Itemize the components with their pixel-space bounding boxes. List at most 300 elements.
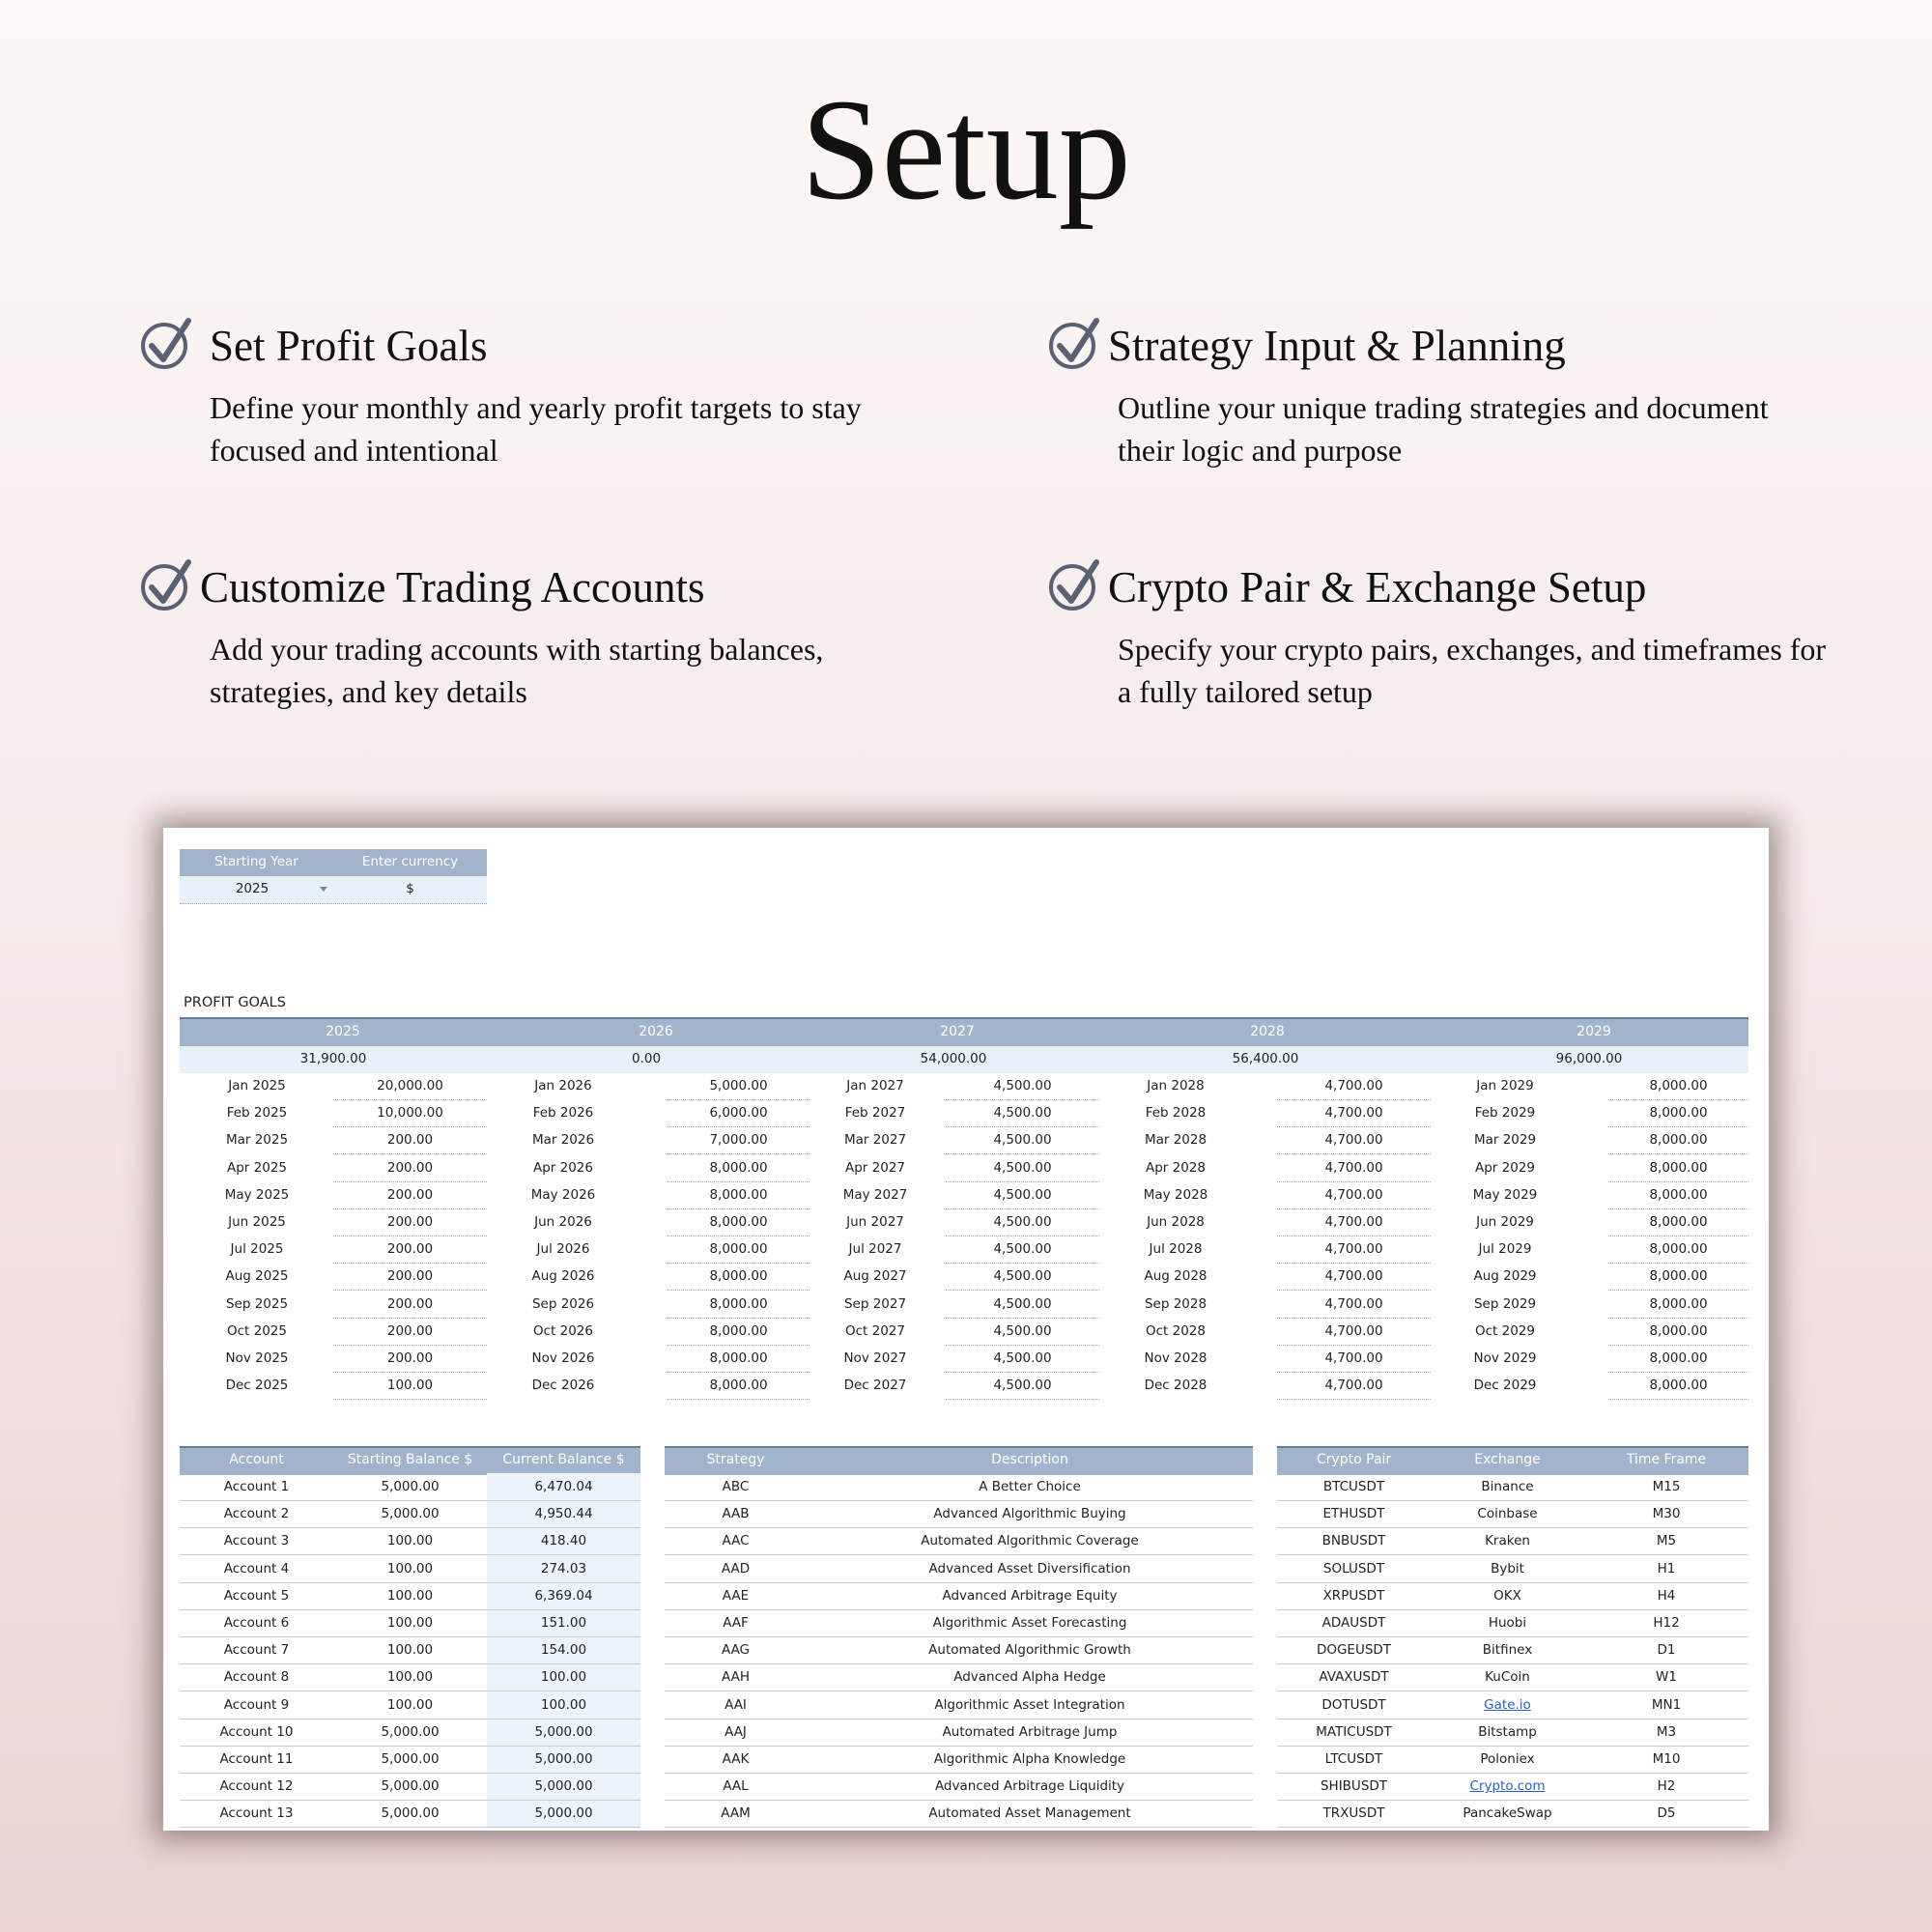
table-cell[interactable]: 5,000.00: [381, 1479, 440, 1494]
exchange-cell[interactable]: Poloniex: [1480, 1751, 1535, 1767]
table-cell[interactable]: 100.00: [540, 1696, 587, 1713]
month-goal-value[interactable]: 4,500.00: [993, 1105, 1052, 1122]
month-goal-value[interactable]: 8,000.00: [1649, 1078, 1708, 1094]
table-cell: SOLUSDT: [1322, 1560, 1385, 1577]
cell-underline: [333, 1099, 487, 1100]
table-cell[interactable]: Advanced Alpha Hedge: [953, 1669, 1106, 1686]
table-cell[interactable]: 100.00: [386, 1615, 434, 1631]
table-cell: Account 8: [223, 1669, 290, 1686]
month-label: Oct 2028: [1146, 1322, 1206, 1339]
column-header: Account: [229, 1452, 284, 1467]
cell-underline: [1277, 1153, 1431, 1154]
year-header: 2026: [639, 1024, 673, 1039]
table-cell[interactable]: 5,000.00: [534, 1751, 593, 1767]
cell-underline: [1608, 1181, 1748, 1182]
exchange-cell[interactable]: Binance: [1481, 1479, 1534, 1494]
month-goal-value[interactable]: 8,000.00: [709, 1295, 768, 1312]
table-cell[interactable]: Automated Algorithmic Coverage: [921, 1533, 1139, 1549]
row-divider: [180, 1800, 640, 1801]
month-goal-value[interactable]: 4,700.00: [1324, 1186, 1383, 1203]
month-label: Feb 2028: [1145, 1105, 1207, 1122]
table-cell: Account 6: [223, 1615, 290, 1631]
table-cell[interactable]: H4: [1657, 1587, 1676, 1604]
month-goal-value[interactable]: 8,000.00: [709, 1350, 768, 1366]
table-cell: ETHUSDT: [1322, 1506, 1385, 1522]
table-cell[interactable]: Advanced Arbitrage Equity: [942, 1587, 1118, 1604]
month-goal-value[interactable]: 4,700.00: [1324, 1159, 1383, 1176]
month-goal-value[interactable]: 5,000.00: [709, 1078, 768, 1094]
month-label: Nov 2028: [1144, 1350, 1208, 1366]
year-header: 2025: [326, 1024, 360, 1039]
month-goal-value[interactable]: 8,000.00: [709, 1186, 768, 1203]
cell-underline: [668, 1263, 810, 1264]
cell-underline: [946, 1153, 1099, 1154]
month-label: May 2028: [1143, 1186, 1208, 1203]
column-header: Exchange: [1474, 1452, 1541, 1467]
month-goal-value[interactable]: 8,000.00: [1649, 1268, 1708, 1285]
table-cell[interactable]: Automated Asset Management: [928, 1805, 1131, 1822]
month-goal-value[interactable]: 200.00: [386, 1214, 434, 1230]
month-label: Nov 2026: [531, 1350, 595, 1366]
month-label: Mar 2025: [225, 1132, 289, 1149]
year-total: 96,000.00: [1555, 1051, 1623, 1066]
table-cell[interactable]: 5,000.00: [534, 1805, 593, 1822]
month-label: Jun 2028: [1147, 1214, 1205, 1230]
month-goal-value[interactable]: 10,000.00: [377, 1105, 443, 1122]
month-label: Jul 2025: [230, 1241, 284, 1258]
month-goal-value[interactable]: 4,700.00: [1324, 1105, 1383, 1122]
year-header: 2028: [1250, 1024, 1285, 1039]
table-cell[interactable]: 5,000.00: [381, 1723, 440, 1740]
page-title: Setup: [801, 70, 1131, 230]
month-label: Apr 2026: [532, 1159, 593, 1176]
table-cell[interactable]: 100.00: [386, 1587, 434, 1604]
table-cell[interactable]: 274.03: [540, 1560, 587, 1577]
cell-underline: [333, 1208, 487, 1209]
month-goal-value[interactable]: 200.00: [386, 1268, 434, 1285]
row-divider: [1277, 1554, 1748, 1555]
column-header: Strategy: [706, 1452, 765, 1467]
table-cell: SHIBUSDT: [1320, 1778, 1388, 1795]
cell-underline: [333, 1318, 487, 1319]
month-label: Apr 2029: [1474, 1159, 1535, 1176]
cell-underline: [668, 1153, 810, 1154]
feature-description: Add your trading accounts with starting balances, strategies, and key details: [210, 632, 824, 709]
table-cell: BNBUSDT: [1321, 1533, 1386, 1549]
table-cell[interactable]: M15: [1652, 1479, 1681, 1494]
month-goal-value[interactable]: 8,000.00: [1649, 1322, 1708, 1339]
month-label: Feb 2026: [532, 1105, 594, 1122]
table-cell: AAG: [721, 1642, 751, 1659]
cell-underline: [1608, 1263, 1748, 1264]
month-goal-value[interactable]: 4,700.00: [1324, 1378, 1383, 1394]
cell-underline: [668, 1126, 810, 1127]
month-label: Nov 2027: [843, 1350, 907, 1366]
column-header: Current Balance $: [502, 1452, 625, 1467]
month-goal-value[interactable]: 4,700.00: [1324, 1078, 1383, 1094]
cell-underline: [1277, 1208, 1431, 1209]
cell-underline: [333, 1263, 487, 1264]
table-cell[interactable]: M5: [1656, 1533, 1677, 1549]
feature-heading: Set Profit Goals: [210, 322, 488, 370]
cell-underline: [1277, 1399, 1431, 1400]
table-cell[interactable]: 100.00: [386, 1669, 434, 1686]
table-cell: Account 7: [223, 1642, 290, 1659]
row-divider: [665, 1746, 1253, 1747]
cell-underline: [1277, 1126, 1431, 1127]
feature-description: Outline your unique trading strategies and document their logic and purpose: [1118, 390, 1769, 468]
table-cell: TRXUSDT: [1322, 1805, 1385, 1822]
month-label: Sep 2026: [531, 1295, 595, 1312]
table-cell: AAC: [722, 1533, 750, 1549]
row-divider: [665, 1609, 1253, 1610]
month-goal-value[interactable]: 200.00: [386, 1322, 434, 1339]
cell-underline: [1608, 1099, 1748, 1100]
month-label: Dec 2026: [531, 1378, 595, 1394]
table-cell: AAL: [723, 1778, 749, 1795]
month-label: Oct 2029: [1475, 1322, 1535, 1339]
exchange-cell[interactable]: Gate.io: [1484, 1696, 1531, 1713]
month-label: Aug 2025: [225, 1268, 289, 1285]
table-cell: AAK: [722, 1751, 750, 1767]
table-cell[interactable]: D1: [1657, 1642, 1676, 1659]
exchange-cell[interactable]: PancakeSwap: [1463, 1805, 1552, 1822]
row-divider: [1277, 1690, 1748, 1691]
cell-underline: [946, 1181, 1099, 1182]
month-goal-value[interactable]: 200.00: [386, 1241, 434, 1258]
cell-underline: [668, 1318, 810, 1319]
table-cell[interactable]: MN1: [1651, 1696, 1682, 1713]
feature-heading: Customize Trading Accounts: [200, 563, 705, 611]
month-label: Apr 2025: [226, 1159, 287, 1176]
currency-label: Enter currency: [361, 854, 459, 869]
currency-input[interactable]: $: [406, 881, 414, 896]
month-goal-value[interactable]: 4,700.00: [1324, 1214, 1383, 1230]
month-goal-value[interactable]: 200.00: [386, 1186, 434, 1203]
month-goal-value[interactable]: 8,000.00: [1649, 1214, 1708, 1230]
table-cell: LTCUSDT: [1324, 1751, 1383, 1767]
table-cell: AAM: [721, 1805, 751, 1822]
column-header: Description: [991, 1452, 1068, 1467]
month-label: Dec 2028: [1144, 1378, 1208, 1394]
table-cell[interactable]: 5,000.00: [534, 1778, 593, 1795]
month-goal-value[interactable]: 8,000.00: [1649, 1159, 1708, 1176]
month-goal-value[interactable]: 8,000.00: [1649, 1378, 1708, 1394]
exchange-cell[interactable]: KuCoin: [1485, 1669, 1530, 1686]
month-label: May 2027: [842, 1186, 908, 1203]
table-cell[interactable]: 5,000.00: [381, 1805, 440, 1822]
table-cell: Account 11: [219, 1751, 294, 1767]
feature-crypto-setup: [1048, 558, 1840, 709]
month-label: Aug 2029: [1473, 1268, 1537, 1285]
table-cell[interactable]: 4,950.44: [534, 1506, 593, 1522]
table-cell[interactable]: W1: [1656, 1669, 1677, 1686]
table-cell[interactable]: H2: [1657, 1778, 1676, 1795]
table-cell[interactable]: D5: [1657, 1805, 1676, 1822]
month-goal-value[interactable]: 8,000.00: [709, 1214, 768, 1230]
month-goal-value[interactable]: 4,500.00: [993, 1295, 1052, 1312]
feature-strategy-input: [1048, 317, 1840, 468]
table-cell[interactable]: 5,000.00: [381, 1506, 440, 1522]
feature-heading: Strategy Input & Planning: [1108, 322, 1566, 370]
table-cell[interactable]: Automated Arbitrage Jump: [942, 1723, 1118, 1740]
setup-sheet: [163, 828, 1769, 1831]
row-divider: [1277, 1582, 1748, 1583]
cell-underline: [333, 1290, 487, 1291]
table-cell[interactable]: M3: [1656, 1723, 1677, 1740]
month-goal-value[interactable]: 4,700.00: [1324, 1350, 1383, 1366]
cell-underline: [1277, 1345, 1431, 1346]
month-goal-value[interactable]: 4,500.00: [993, 1241, 1052, 1258]
table-cell: Account 4: [223, 1560, 290, 1577]
month-label: Sep 2029: [1473, 1295, 1537, 1312]
exchange-cell[interactable]: Huobi: [1488, 1615, 1527, 1631]
month-label: Jun 2029: [1476, 1214, 1534, 1230]
month-label: May 2026: [530, 1186, 596, 1203]
month-goal-value[interactable]: 7,000.00: [709, 1132, 768, 1149]
exchange-cell[interactable]: Bitstamp: [1478, 1723, 1537, 1740]
month-goal-value[interactable]: 4,500.00: [993, 1378, 1052, 1394]
month-label: Jan 2028: [1147, 1078, 1205, 1094]
month-goal-value[interactable]: 8,000.00: [1649, 1295, 1708, 1312]
table-cell[interactable]: H1: [1657, 1560, 1676, 1577]
cell-underline: [668, 1345, 810, 1346]
row-divider: [180, 1746, 640, 1747]
month-goal-value[interactable]: 4,500.00: [993, 1350, 1052, 1366]
month-label: Dec 2025: [225, 1378, 289, 1394]
table-cell: DOTUSDT: [1321, 1696, 1386, 1713]
cell-underline: [668, 1181, 810, 1182]
starting-year-label: Starting Year: [214, 854, 298, 869]
month-goal-value[interactable]: 20,000.00: [377, 1078, 443, 1094]
chevron-down-icon[interactable]: [320, 887, 327, 892]
table-cell: AAB: [722, 1506, 750, 1522]
year-header: 2029: [1577, 1024, 1611, 1039]
table-cell: AAD: [721, 1560, 751, 1577]
cell-underline: [333, 1153, 487, 1154]
month-goal-value[interactable]: 4,500.00: [993, 1322, 1052, 1339]
table-cell[interactable]: 5,000.00: [381, 1778, 440, 1795]
table-cell[interactable]: H12: [1653, 1615, 1680, 1631]
month-goal-value[interactable]: 4,500.00: [993, 1078, 1052, 1094]
month-goal-value[interactable]: 200.00: [386, 1132, 434, 1149]
row-divider: [665, 1554, 1253, 1555]
row-divider: [665, 1773, 1253, 1774]
month-goal-value[interactable]: 4,500.00: [993, 1186, 1052, 1203]
row-divider: [665, 1827, 1253, 1828]
table-cell: XRPUSDT: [1322, 1587, 1385, 1604]
month-goal-value[interactable]: 200.00: [386, 1350, 434, 1366]
month-goal-value[interactable]: 4,500.00: [993, 1214, 1052, 1230]
feature-profit-goals: [140, 317, 932, 468]
starting-year-select[interactable]: 2025: [235, 881, 270, 896]
month-label: Apr 2027: [844, 1159, 905, 1176]
table-cell[interactable]: Advanced Arbitrage Liquidity: [934, 1778, 1125, 1795]
table-cell: DOGEUSDT: [1316, 1642, 1392, 1659]
cell-underline: [333, 1181, 487, 1182]
table-cell[interactable]: 5,000.00: [534, 1723, 593, 1740]
month-label: Mar 2026: [531, 1132, 595, 1149]
month-label: Apr 2028: [1145, 1159, 1206, 1176]
month-goal-value[interactable]: 8,000.00: [1649, 1132, 1708, 1149]
table-cell[interactable]: 154.00: [540, 1642, 587, 1659]
month-goal-value[interactable]: 8,000.00: [1649, 1241, 1708, 1258]
row-divider: [1277, 1663, 1748, 1664]
month-goal-value[interactable]: 8,000.00: [709, 1241, 768, 1258]
table-cell: ADAUSDT: [1321, 1615, 1386, 1631]
table-cell[interactable]: 6,369.04: [534, 1587, 593, 1604]
table-cell: BTCUSDT: [1322, 1479, 1385, 1494]
month-goal-value[interactable]: 4,700.00: [1324, 1241, 1383, 1258]
row-divider: [180, 1500, 640, 1501]
check-icon: [140, 317, 194, 371]
table-cell[interactable]: Algorithmic Asset Forecasting: [932, 1615, 1127, 1631]
month-label: Nov 2029: [1473, 1350, 1537, 1366]
table-cell[interactable]: 6,470.04: [534, 1479, 593, 1494]
month-goal-value[interactable]: 8,000.00: [709, 1378, 768, 1394]
profit-goals-label: PROFIT GOALS: [184, 995, 286, 1010]
month-goal-value[interactable]: 8,000.00: [709, 1159, 768, 1176]
table-cell[interactable]: M30: [1652, 1506, 1681, 1522]
row-divider: [665, 1582, 1253, 1583]
row-divider: [665, 1800, 1253, 1801]
feature-heading: Crypto Pair & Exchange Setup: [1108, 563, 1647, 611]
row-divider: [1277, 1500, 1748, 1501]
table-cell: Account 1: [223, 1479, 290, 1494]
month-goal-value[interactable]: 4,700.00: [1324, 1295, 1383, 1312]
cell-underline: [946, 1372, 1099, 1373]
table-cell: MATICUSDT: [1316, 1723, 1392, 1740]
table-cell[interactable]: 100.00: [386, 1642, 434, 1659]
month-label: Mar 2028: [1144, 1132, 1208, 1149]
month-label: Feb 2029: [1474, 1105, 1536, 1122]
month-goal-value[interactable]: 8,000.00: [709, 1322, 768, 1339]
cell-underline: [1277, 1181, 1431, 1182]
month-label: Mar 2027: [843, 1132, 907, 1149]
month-label: Sep 2028: [1144, 1295, 1208, 1312]
month-label: Aug 2027: [843, 1268, 907, 1285]
cell-underline: [1277, 1372, 1431, 1373]
month-goal-value[interactable]: 4,500.00: [993, 1132, 1052, 1149]
table-cell[interactable]: 100.00: [540, 1669, 587, 1686]
cell-underline: [668, 1372, 810, 1373]
month-goal-value[interactable]: 8,000.00: [1649, 1186, 1708, 1203]
month-goal-value[interactable]: 4,500.00: [993, 1159, 1052, 1176]
month-goal-value[interactable]: 100.00: [386, 1378, 434, 1394]
table-cell: AVAXUSDT: [1319, 1669, 1389, 1686]
month-goal-value[interactable]: 4,700.00: [1324, 1268, 1383, 1285]
spreadsheet-preview: [163, 828, 1769, 1831]
year-total: 56,400.00: [1232, 1051, 1299, 1066]
table-cell[interactable]: Advanced Asset Diversification: [928, 1560, 1131, 1577]
table-cell[interactable]: 151.00: [540, 1615, 587, 1631]
column-header: Starting Balance $: [347, 1452, 473, 1467]
month-label: Oct 2027: [845, 1322, 905, 1339]
row-divider: [180, 1827, 640, 1828]
table-cell[interactable]: 100.00: [386, 1533, 434, 1549]
table-cell[interactable]: M10: [1652, 1751, 1681, 1767]
month-label: Jan 2027: [846, 1078, 904, 1094]
cell-underline: [1608, 1153, 1748, 1154]
month-goal-value[interactable]: 4,700.00: [1324, 1322, 1383, 1339]
cell-underline: [668, 1099, 810, 1100]
table-cell[interactable]: Algorithmic Asset Integration: [934, 1696, 1125, 1713]
month-goal-value[interactable]: 8,000.00: [1649, 1350, 1708, 1366]
table-cell: Account 9: [223, 1696, 290, 1713]
exchange-cell[interactable]: Kraken: [1485, 1533, 1530, 1549]
row-divider: [1277, 1527, 1748, 1528]
table-cell[interactable]: A Better Choice: [979, 1479, 1081, 1494]
month-label: Jul 2028: [1149, 1241, 1203, 1258]
month-goal-value[interactable]: 8,000.00: [1649, 1105, 1708, 1122]
table-cell[interactable]: Advanced Algorithmic Buying: [933, 1506, 1126, 1522]
exchange-cell[interactable]: Bitfinex: [1482, 1642, 1533, 1659]
row-divider: [665, 1690, 1253, 1691]
table-cell: AAE: [722, 1587, 750, 1604]
row-divider: [180, 1690, 640, 1691]
exchange-cell[interactable]: Crypto.com: [1469, 1778, 1546, 1795]
month-label: Sep 2027: [843, 1295, 907, 1312]
month-label: Jan 2026: [534, 1078, 592, 1094]
month-goal-value[interactable]: 4,700.00: [1324, 1132, 1383, 1149]
row-divider: [1277, 1827, 1748, 1828]
month-goal-value[interactable]: 200.00: [386, 1295, 434, 1312]
month-goal-value[interactable]: 4,500.00: [993, 1268, 1052, 1285]
month-label: Jul 2026: [536, 1241, 590, 1258]
month-label: May 2025: [224, 1186, 290, 1203]
cell-underline: [946, 1208, 1099, 1209]
row-divider: [665, 1636, 1253, 1637]
cell-underline: [946, 1099, 1099, 1100]
month-label: Jun 2027: [846, 1214, 904, 1230]
month-label: Jan 2029: [1476, 1078, 1534, 1094]
table-cell[interactable]: 100.00: [386, 1696, 434, 1713]
month-label: Jun 2025: [228, 1214, 286, 1230]
table-cell[interactable]: Automated Algorithmic Growth: [928, 1642, 1131, 1659]
month-goal-value[interactable]: 200.00: [386, 1159, 434, 1176]
row-divider: [180, 1609, 640, 1610]
month-goal-value[interactable]: 6,000.00: [709, 1105, 768, 1122]
table-cell[interactable]: 100.00: [386, 1560, 434, 1577]
cell-underline: [668, 1399, 810, 1400]
cell-underline: [1608, 1372, 1748, 1373]
cell-underline: [333, 1399, 487, 1400]
table-cell: AAF: [723, 1615, 749, 1631]
exchange-cell[interactable]: OKX: [1493, 1587, 1521, 1604]
exchange-cell[interactable]: Bybit: [1491, 1560, 1524, 1577]
table-cell[interactable]: 418.40: [540, 1533, 587, 1549]
cell-underline: [668, 1208, 810, 1209]
row-divider: [1277, 1746, 1748, 1747]
cell-underline: [946, 1399, 1099, 1400]
month-label: Dec 2029: [1473, 1378, 1537, 1394]
month-goal-value[interactable]: 8,000.00: [709, 1268, 768, 1285]
cell-underline: [1608, 1208, 1748, 1209]
row-divider: [665, 1663, 1253, 1664]
cell-underline: [1277, 1290, 1431, 1291]
table-cell[interactable]: Algorithmic Alpha Knowledge: [933, 1751, 1126, 1767]
table-cell: Account 3: [223, 1533, 290, 1549]
table-cell[interactable]: 5,000.00: [381, 1751, 440, 1767]
month-label: Oct 2026: [533, 1322, 593, 1339]
check-icon: [1048, 317, 1102, 371]
cell-underline: [946, 1318, 1099, 1319]
month-label: May 2029: [1472, 1186, 1538, 1203]
table-cell: Account 5: [223, 1587, 290, 1604]
cell-underline: [333, 1126, 487, 1127]
exchange-cell[interactable]: Coinbase: [1477, 1506, 1538, 1522]
row-divider: [180, 1636, 640, 1637]
